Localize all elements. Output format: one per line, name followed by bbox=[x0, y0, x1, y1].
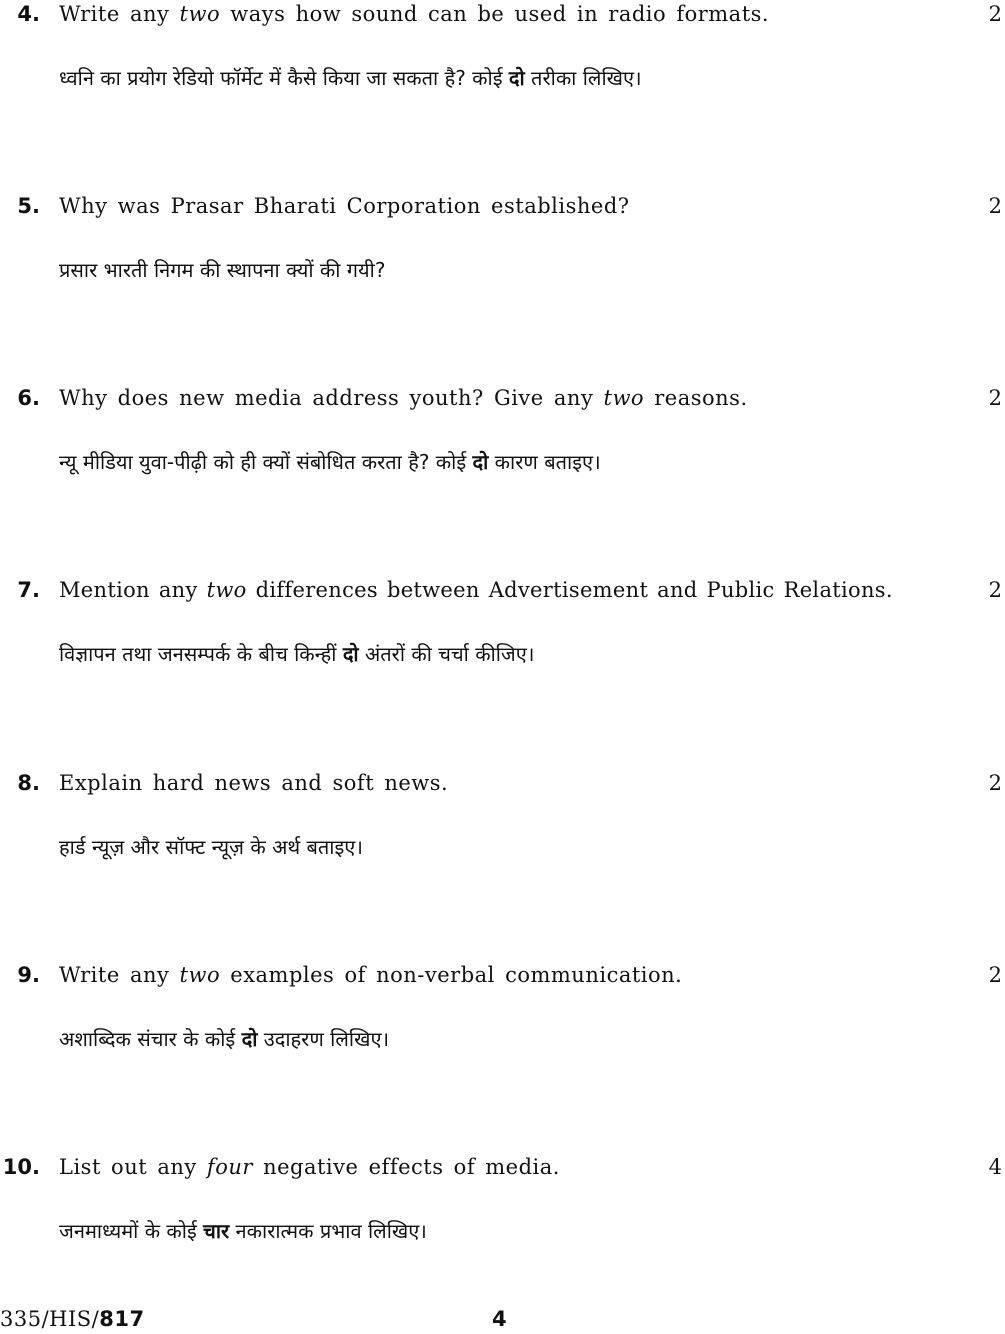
question-text-hindi: विज्ञापन तथा जनसम्पर्क के बीच किन्हीं दो अंतरों की चर्चा कीजिए। bbox=[59, 642, 535, 666]
question-text-hindi: हार्ड न्यूज़ और सॉफ्ट न्यूज़ के अर्थ बताइए। bbox=[59, 835, 363, 859]
question-text-english: Write any two examples of non-verbal communication. bbox=[59, 963, 683, 987]
question-8 bbox=[0, 769, 1005, 889]
question-text-hindi: अशाब्दिक संचार के कोई दो उदाहरण लिखिए। bbox=[59, 1027, 390, 1051]
question-text-hindi: जनमाध्यमों के कोई चार नकारात्मक प्रभाव लिखिए। bbox=[59, 1219, 427, 1243]
question-text-english: Why was Prasar Bharati Corporation established? bbox=[59, 194, 630, 218]
question-number: 7. bbox=[17, 578, 40, 602]
question-5 bbox=[0, 192, 1005, 312]
question-text-hindi: न्यू मीडिया युवा-पीढ़ी को ही क्यों संबोधित करता है? कोई दो कारण बताइए। bbox=[59, 450, 601, 474]
question-marks: 2 bbox=[988, 963, 1002, 987]
question-6 bbox=[0, 384, 1005, 504]
question-4 bbox=[0, 0, 1005, 120]
question-number: 8. bbox=[17, 771, 40, 795]
question-text-english: List out any four negative effects of media. bbox=[59, 1155, 560, 1179]
question-marks: 2 bbox=[988, 578, 1002, 602]
page-number: 4 bbox=[492, 1307, 507, 1331]
paper-code: 335/HIS/817 bbox=[0, 1307, 145, 1331]
question-number: 10. bbox=[2, 1155, 40, 1179]
question-text-hindi: ध्वनि का प्रयोग रेडियो फॉर्मेट में कैसे किया जा सकता है? कोई दो तरीका लिखिए। bbox=[59, 66, 642, 90]
question-marks: 2 bbox=[988, 771, 1002, 795]
question-number: 4. bbox=[17, 2, 40, 26]
question-marks: 2 bbox=[988, 194, 1002, 218]
question-text-english: Mention any two differences between Advertisement and Public Relations. bbox=[59, 578, 893, 602]
question-text-english: Explain hard news and soft news. bbox=[59, 771, 449, 795]
question-text-english: Why does new media address youth? Give any two reasons. bbox=[59, 386, 748, 410]
question-10 bbox=[0, 1153, 1005, 1273]
question-9 bbox=[0, 961, 1005, 1081]
question-7 bbox=[0, 576, 1005, 696]
question-text-english: Write any two ways how sound can be used in radio formats. bbox=[59, 2, 770, 26]
question-marks: 4 bbox=[988, 1155, 1002, 1179]
question-number: 6. bbox=[17, 386, 40, 410]
question-marks: 2 bbox=[988, 2, 1002, 26]
question-number: 5. bbox=[17, 194, 40, 218]
question-text-hindi: प्रसार भारती निगम की स्थापना क्यों की गयी? bbox=[59, 258, 386, 282]
question-number: 9. bbox=[17, 963, 40, 987]
question-marks: 2 bbox=[988, 386, 1002, 410]
